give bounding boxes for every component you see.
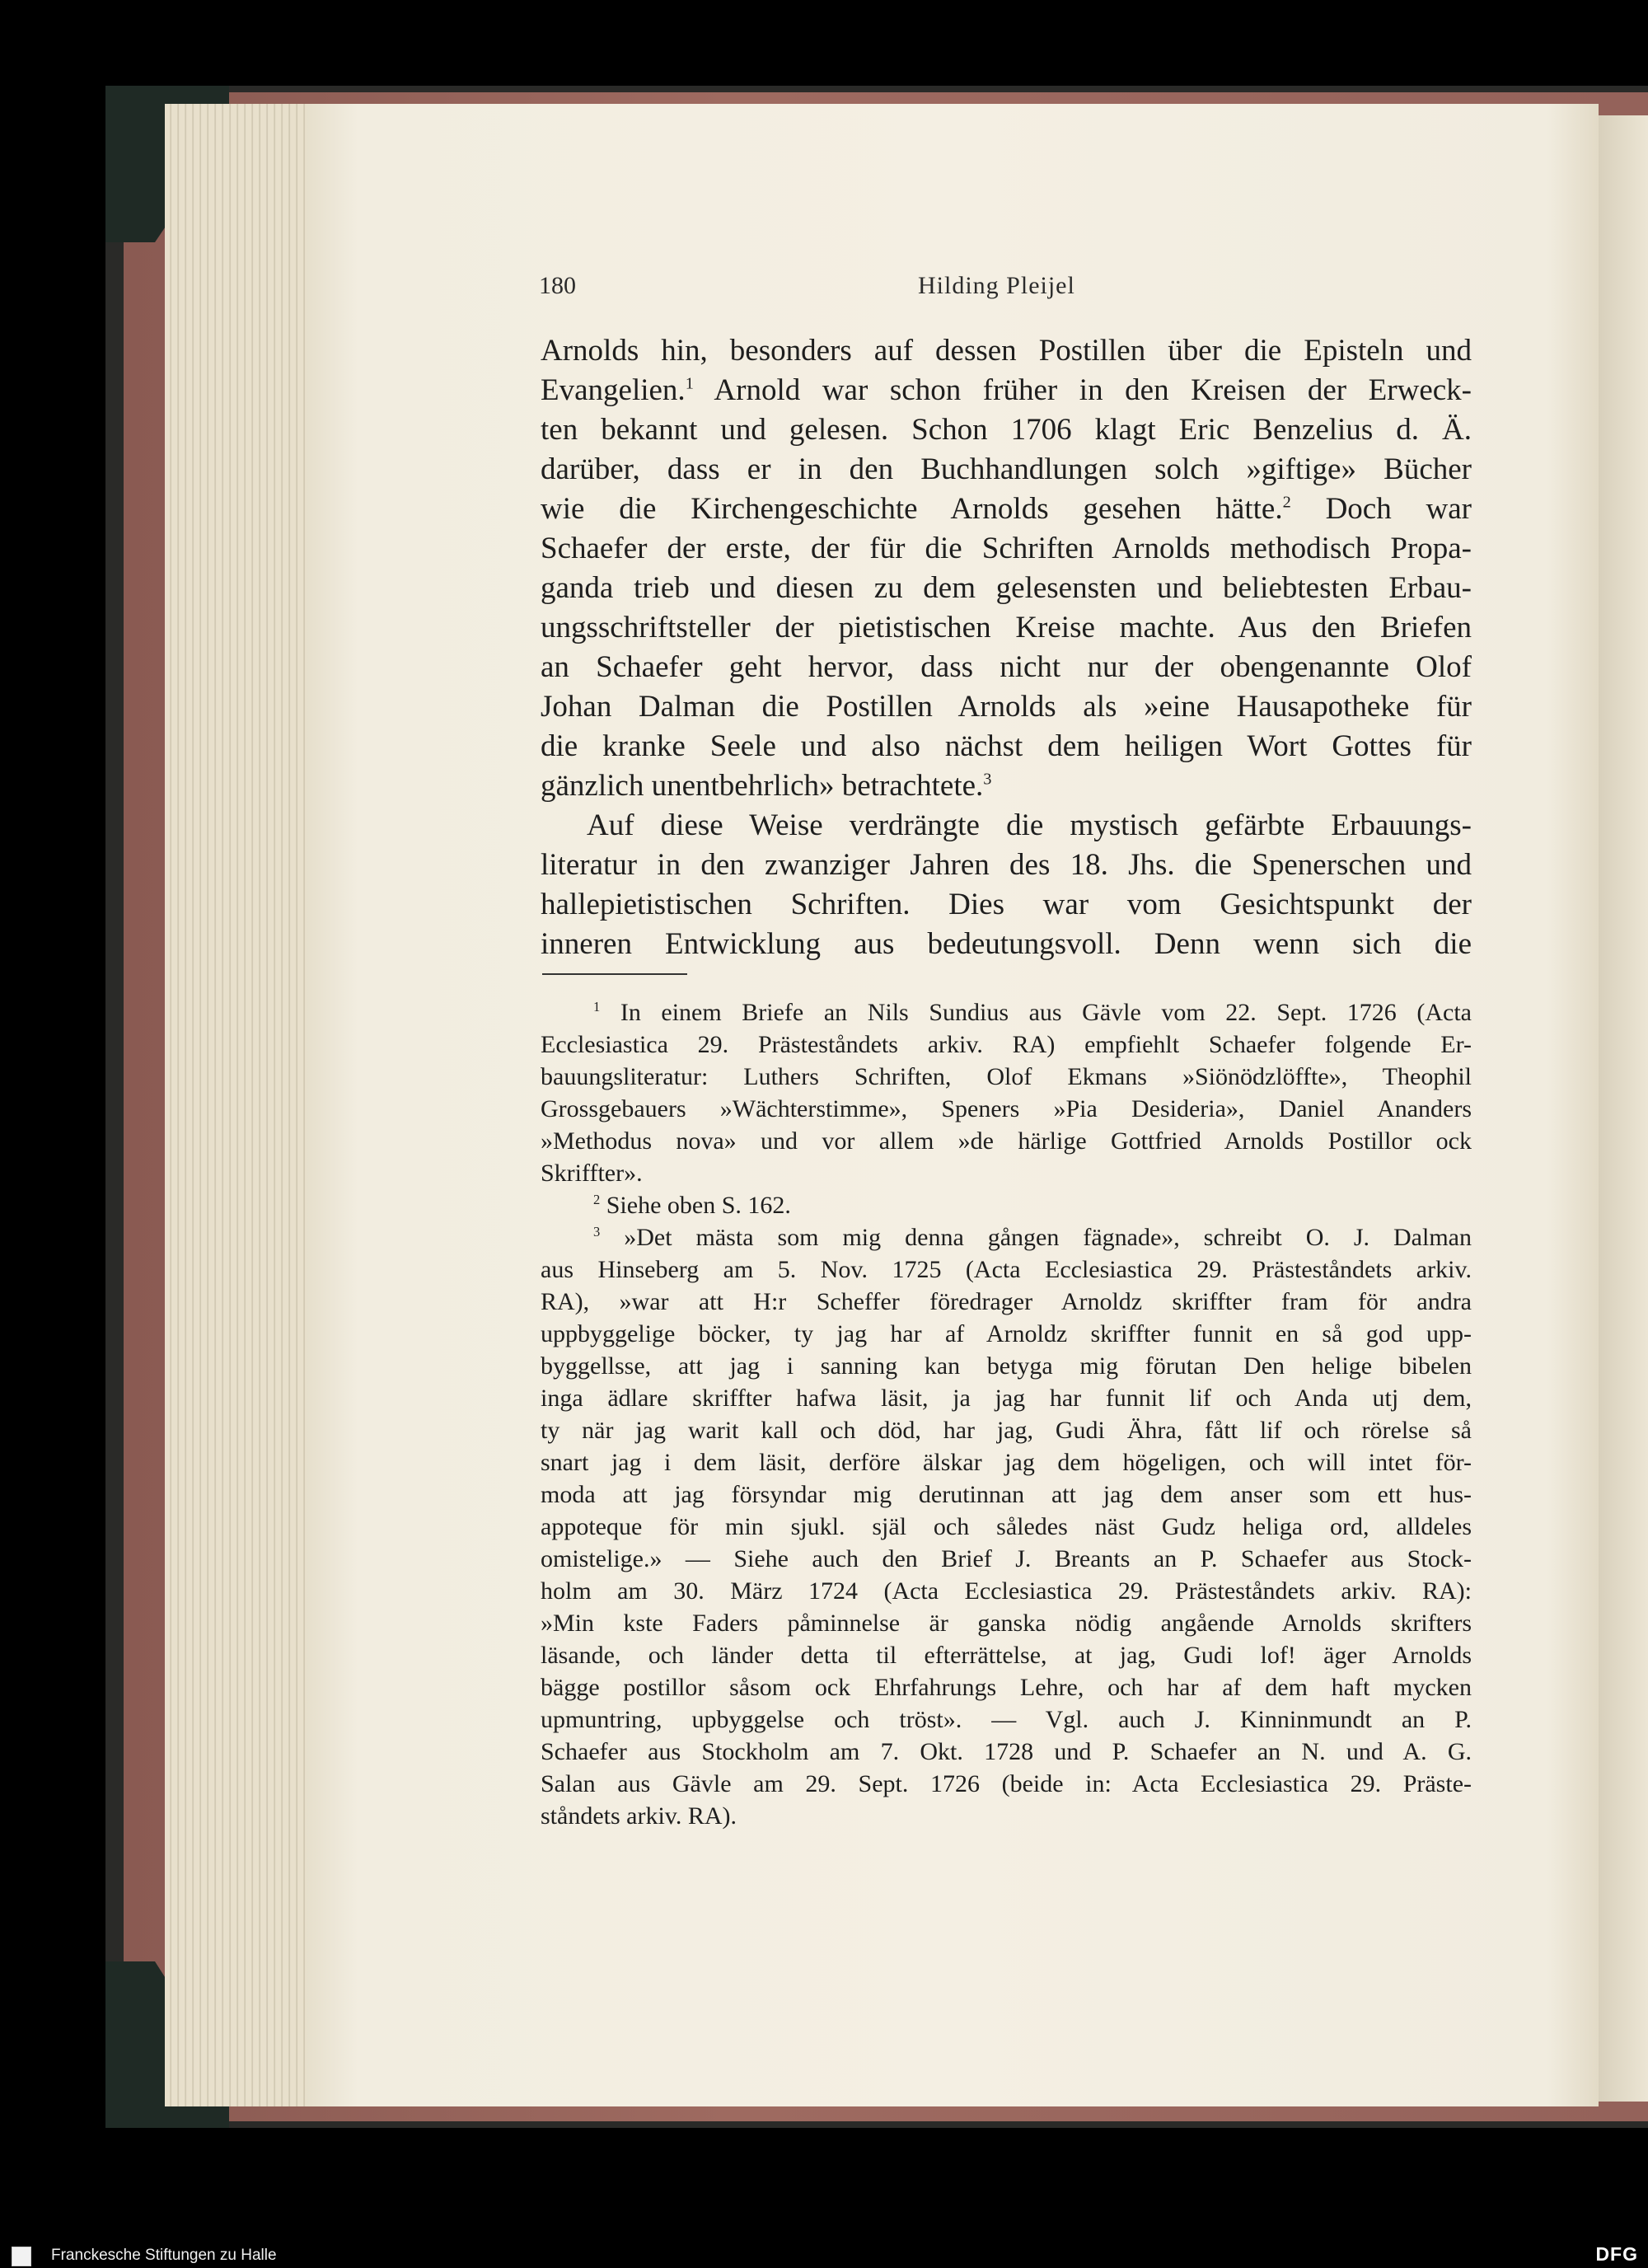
footnote-line: Salan aus Gävle am 29. Sept. 1726 (beide in: Acta Ecclesiastica 29. Präste- xyxy=(541,1770,1472,1797)
running-head: Hilding Pleijel xyxy=(918,272,1075,299)
body-line: ganda trieb und diesen zu dem gelesensten und beliebtesten Erbau- xyxy=(541,571,1472,605)
body-line: darüber, dass er in den Buchhandlungen solch »giftige» Bücher xyxy=(541,452,1472,486)
footnote-line: bauungsliteratur: Luthers Schriften, Olof Ekmans »Siönödzlöffte», Theophil xyxy=(541,1063,1472,1090)
footnote-ref: 3 xyxy=(983,770,992,789)
dfg-logo: DFG xyxy=(1595,2243,1638,2265)
footnote-line: $^3$ »Det mästa som mig denna gången fägnade», schreibt O. J. Dalman xyxy=(593,1224,1472,1251)
footnote-line: aus Hinseberg am 5. Nov. 1725 (Acta Ecclesiastica 29. Prästeståndets arkiv. xyxy=(541,1256,1472,1283)
footer-credit: Franckesche Stiftungen zu Halle xyxy=(51,2247,277,2264)
footnote-line: appoteque för min sjukl. själ och således näst Gudz heliga ord, alldeles xyxy=(541,1513,1472,1540)
body-line: Schaefer der erste, der für die Schriften Arnolds methodisch Propa- xyxy=(541,532,1472,565)
footnote-line: ty när jag warit kall och död, har jag, Gudi Ähra, fått lif och rörelse så xyxy=(541,1417,1472,1444)
footnote-line: $^2$ Siehe oben S. 162. xyxy=(593,1192,791,1219)
footnote-line: byggellsse, att jag i sanning kan betyga mig förutan Den helige bibelen xyxy=(541,1352,1472,1380)
footnote-line: holm am 30. März 1724 (Acta Ecclesiastica 29. Prästeståndets arkiv. RA): xyxy=(541,1577,1472,1605)
footnote-ref: 1 xyxy=(685,374,694,393)
footnote-line: Ecclesiastica 29. Prästeståndets arkiv. RA) empfiehlt Schaefer folgende Er- xyxy=(541,1031,1472,1058)
footnote-rule xyxy=(542,973,687,975)
footnote-line: läsande, och länder detta til efterrättelse, at jag, Gudi lof! äger Arnolds xyxy=(541,1642,1472,1669)
footnote-line: upmuntring, upbyggelse och tröst». — Vgl. auch J. Kinninmundt an P. xyxy=(541,1706,1472,1733)
page-stack-edges xyxy=(165,104,313,2106)
body-line: die kranke Seele und also nächst dem heiligen Wort Gottes für xyxy=(541,729,1472,763)
body-line: ten bekannt und gelesen. Schon 1706 klagt Eric Benzelius d. Ä. xyxy=(541,413,1472,447)
footnote-line: Skriffter». xyxy=(541,1160,643,1187)
body-line: inneren Entwicklung aus bedeutungsvoll. Denn wenn sich die xyxy=(541,927,1472,961)
body-line: Johan Dalman die Postillen Arnolds als »eine Hausapotheke für xyxy=(541,690,1472,724)
body-line: ungsschriftsteller der pietistischen Kreise machte. Aus den Briefen xyxy=(541,611,1472,644)
footnote-line: RA), »war att H:r Scheffer föredrager Arnoldz skriffter fram för andra xyxy=(541,1288,1472,1315)
body-line: Auf diese Weise verdrängte die mystisch gefärbte Erbauungs- xyxy=(587,808,1472,842)
body-line: literatur in den zwanziger Jahren des 18. Jhs. die Spenerschen und xyxy=(541,848,1472,882)
footnote-marker: 3 xyxy=(593,1224,601,1239)
footnote-line: inga ädlare skriffter hafwa läsit, ja jag har funnit lif och Anda utj dem, xyxy=(541,1385,1472,1412)
body-line: hallepietistischen Schriften. Dies war vom Gesichtspunkt der xyxy=(541,888,1472,921)
footnote-line: »Methodus nova» und vor allem »de härlige Gottfried Arnolds Postillor ock xyxy=(541,1127,1472,1155)
footnote-line: snart jag i dem läsit, derföre älskar jag dem högeligen, och will intet för- xyxy=(541,1449,1472,1476)
body-line: Evangelien.$^1$ Arnold war schon früher in den Kreisen der Erweck- xyxy=(541,373,1472,407)
body-line: Arnolds hin, besonders auf dessen Postillen über die Episteln und xyxy=(541,334,1472,368)
page-number: 180 xyxy=(539,272,576,299)
footnote-marker: 2 xyxy=(593,1192,601,1207)
footnote-line: Grossgebauers »Wächterstimme», Speners »Pia Desideria», Daniel Ananders xyxy=(541,1095,1472,1122)
body-line: an Schaefer geht hervor, dass nicht nur der obengenannte Olof xyxy=(541,650,1472,684)
footnote-marker: 1 xyxy=(593,999,601,1015)
footnote-line: bägge postillor såsom ock Ehrfahrungs Lehre, och har af dem haft mycken xyxy=(541,1674,1472,1701)
institution-logo-icon xyxy=(12,2247,31,2266)
footnote-ref: 2 xyxy=(1282,493,1291,512)
footnote-line: »Min kste Faders påminnelse är ganska nödig angående Arnolds skrifters xyxy=(541,1610,1472,1637)
body-line: wie die Kirchengeschichte Arnolds gesehen hätte.$^2$ Doch war xyxy=(541,492,1472,526)
body-line: gänzlich unentbehrlich» betrachtete.$^3$ xyxy=(541,769,992,803)
footnote-line: uppbyggelige böcker, ty jag har af Arnoldz skriffter funnit en så god upp- xyxy=(541,1320,1472,1347)
footnote-line: Schaefer aus Stockholm am 7. Okt. 1728 und P. Schaefer an N. und A. G. xyxy=(541,1738,1472,1765)
footnote-line: ståndets arkiv. RA). xyxy=(541,1802,737,1830)
footnote-line: omistelige.» — Siehe auch den Brief J. Breants an P. Schaefer aus Stock- xyxy=(541,1545,1472,1572)
footnote-line: moda att jag försyndar mig derutinnan att jag dem anser som ett hus- xyxy=(541,1481,1472,1508)
facing-page-edge xyxy=(1599,115,1648,2102)
footnote-line: $^1$ In einem Briefe an Nils Sundius aus Gävle vom 22. Sept. 1726 (Acta xyxy=(593,999,1472,1026)
